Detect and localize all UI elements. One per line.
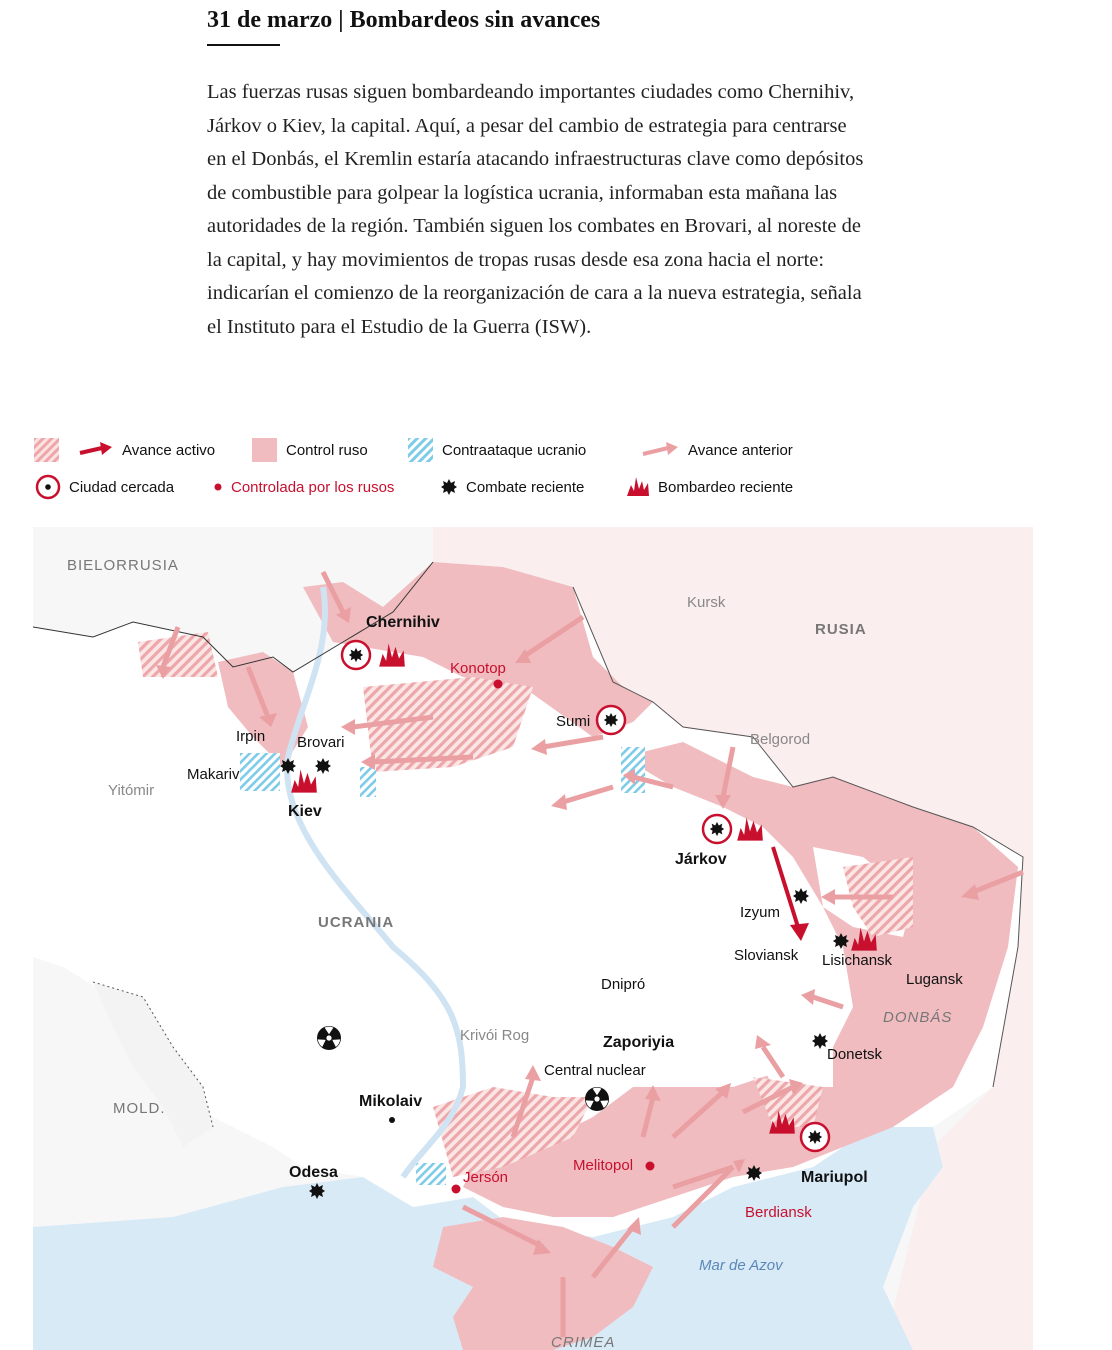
label-krivoi-rog: Krivói Rog [460, 1027, 530, 1044]
combat-izyum-icon [793, 888, 809, 904]
label-kiev: Kiev [288, 803, 322, 820]
label-melitopol: Melitopol [573, 1157, 634, 1174]
legend-label: Bombardeo reciente [658, 478, 794, 496]
hatch-swatch-icon [34, 437, 114, 463]
combat-lisichansk-icon [833, 933, 849, 949]
melitopol-dot [646, 1162, 655, 1171]
label-chernihiv: Chernihiv [366, 614, 440, 631]
label-belarus: BIELORRUSIA [67, 557, 179, 574]
title-underline [207, 44, 280, 46]
label-dnipro: Dnipró [601, 976, 646, 993]
article-body: Las fuerzas rusas siguen bombardeando importantes ciudades como Chernihiv, Járkov o Kiev, la capital. Aquí, a pesar del cambio de estrategia para centrarse en el Donbás, el Kremlin estaría atacando infraestructuras clave como depósitos de combustible para golpear la logística ucrania, informaban esta mañana las autoridades de la región. También siguen los combates en Brovari, al noreste de la capital, y hay movimientos de tropas rusas desde esa zona hacia el norte: indicarían el comienzo de la reorganización de cara a la nueva estrategia, señala el Instituto para el Estudio de la Guerra (ISW). [207, 81, 864, 338]
legend-recent-combat [440, 474, 584, 500]
legend-label: Avance anterior [688, 441, 793, 459]
legend-label: Ciudad cercada [69, 478, 175, 496]
label-zaporiyia: Zaporiyia [603, 1034, 675, 1051]
map-legend [30, 432, 850, 512]
legend-recent-bombing [626, 474, 793, 500]
nuclear-plant-zaporiyia-icon [585, 1087, 609, 1111]
counterattack-brovari [360, 767, 376, 797]
label-yitomir: Yitómir [108, 782, 155, 799]
label-russia: RUSIA [815, 621, 867, 638]
label-mikolaiv: Mikolaiv [359, 1093, 423, 1110]
label-donbas: DONBÁS [883, 1009, 953, 1026]
label-odesa: Odesa [289, 1164, 338, 1181]
konotop-dot [494, 680, 503, 689]
legend-previous-advance [640, 437, 793, 463]
label-crimea: CRIMEA [551, 1334, 616, 1350]
ukraine-map [33, 527, 1033, 1350]
legend-counterattack [408, 437, 586, 463]
label-brovari: Brovari [297, 734, 345, 751]
label-makariv: Makariv [187, 766, 240, 783]
besieged-city-icon [35, 474, 61, 500]
jerson-dot [452, 1185, 461, 1194]
counterattack-jerson [416, 1163, 446, 1185]
besieged-jarkov [703, 815, 731, 843]
besieged-sumi [597, 706, 625, 734]
label-nuclear: Central nuclear [544, 1062, 646, 1079]
combat-irpin-icon [280, 758, 296, 774]
combat-brovari-icon [315, 758, 331, 774]
mikolaiv-dot [389, 1117, 395, 1123]
legend-active-advance [34, 437, 215, 463]
besieged-chernihiv [342, 641, 370, 669]
previous-advance-arrow-icon [640, 437, 680, 463]
label-belgorod: Belgorod [750, 731, 811, 748]
label-moldova: MOLD. [113, 1100, 166, 1117]
label-lugansk: Lugansk [906, 971, 963, 988]
label-jerson: Jersón [463, 1169, 509, 1186]
label-donetsk: Donetsk [827, 1046, 883, 1063]
combat-berdiansk-icon [746, 1165, 762, 1181]
combat-donetsk-icon [812, 1033, 828, 1049]
legend-label: Controlada por los rusos [231, 478, 395, 496]
russian-control-swatch-icon [252, 437, 278, 463]
counterattack-swatch-icon [408, 437, 434, 463]
label-ukraine: UCRANIA [318, 914, 395, 931]
label-lisichansk: Lisichansk [822, 952, 893, 969]
legend-label: Avance activo [122, 441, 216, 459]
label-sloviansk: Sloviansk [734, 947, 799, 964]
map-svg [33, 527, 1033, 1350]
article [207, 0, 867, 365]
bombing-burst-icon [626, 474, 650, 500]
legend-besieged [35, 474, 174, 500]
legend-russian-control [252, 437, 368, 463]
legend-label: Control ruso [286, 441, 368, 459]
counterattack-makariv [240, 753, 280, 791]
label-konotop: Konotop [450, 660, 506, 677]
label-izyum: Izyum [740, 904, 781, 921]
label-mariupol: Mariupol [801, 1169, 868, 1186]
besieged-mariupol [801, 1123, 829, 1151]
label-jarkov: Járkov [675, 851, 727, 868]
label-azov: Mar de Azov [699, 1257, 783, 1274]
legend-label: Combate reciente [466, 478, 585, 496]
nuclear-plant-icon [317, 1026, 341, 1050]
label-berdiansk: Berdiansk [745, 1204, 812, 1221]
page-title: 31 de marzo | Bombardeos sin avances [207, 7, 601, 33]
label-kursk: Kursk [687, 594, 726, 611]
label-sumi: Sumi [556, 713, 591, 730]
legend-label: Contraataque ucranio [442, 441, 587, 459]
combat-star-icon [440, 474, 458, 500]
combat-odesa-icon [309, 1183, 325, 1199]
label-irpin: Irpin [236, 728, 266, 745]
legend-russian-controlled [213, 474, 394, 500]
red-dot-icon [213, 474, 223, 500]
